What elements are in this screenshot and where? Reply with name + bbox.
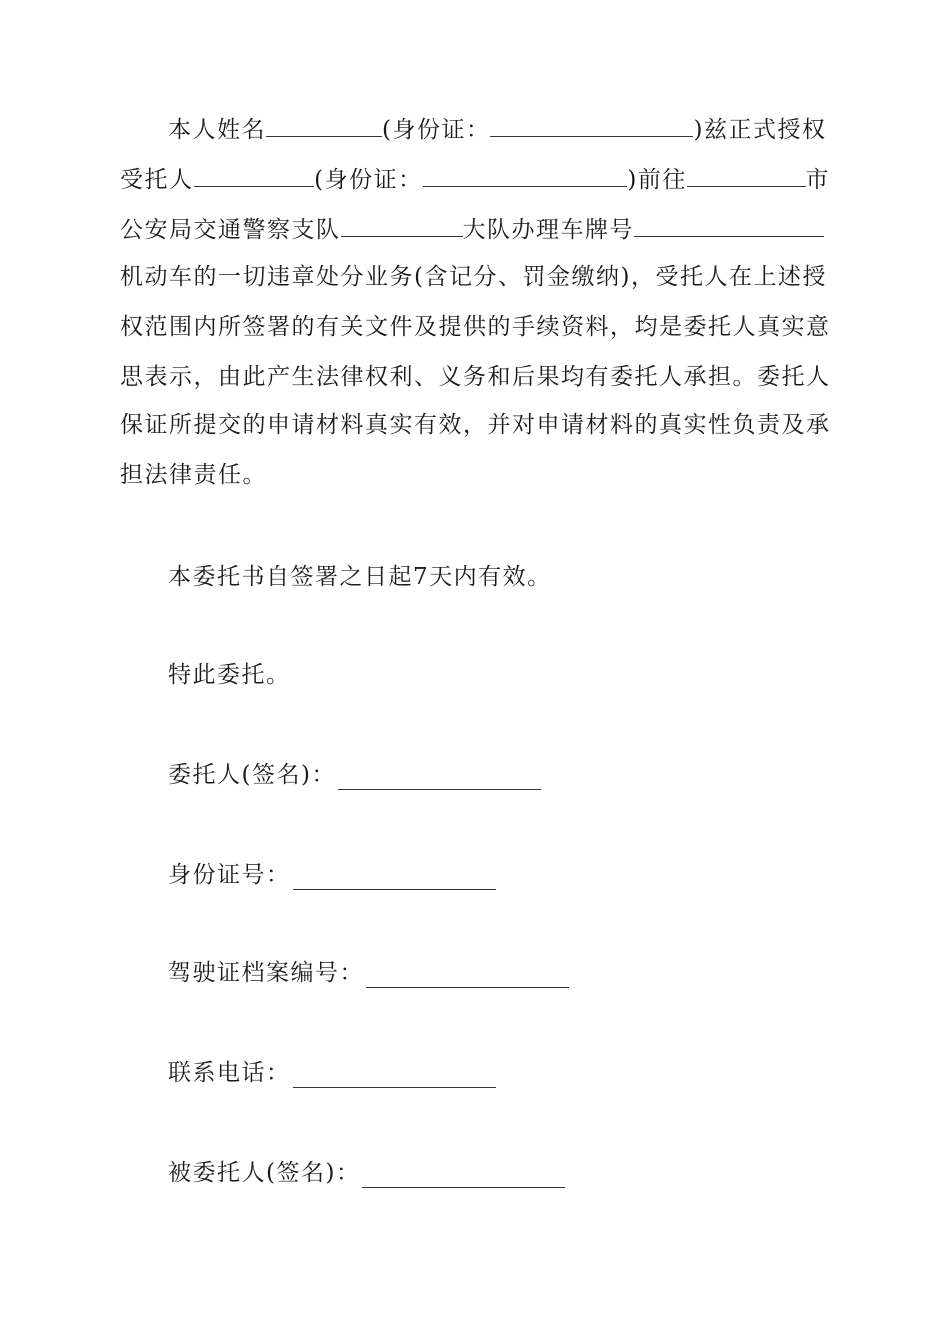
brigade-blank[interactable] [341,212,463,237]
license-file-row [168,958,569,988]
text-plate-number: 大队办理车牌号 [462,217,634,243]
text-agent-id-label: (身份证： [314,167,423,193]
phone-row [168,1058,496,1088]
principal-sign-row [168,760,541,790]
id-number-row [168,860,496,890]
paragraph-line-8: 担法律责任。 [120,462,267,488]
text-go-to: )前往 [627,167,687,193]
id-number-label: 身份证号： [168,862,291,888]
paragraph-line-6: 思表示，由此产生法律权利、义务和后果均有委托人承担。委托人 [120,364,831,390]
paragraph-line-1 [168,112,830,142]
validity-statement: 本委托书自签署之日起7天内有效。 [168,564,552,590]
text-id-label: (身份证： [382,117,491,143]
license-file-label: 驾驶证档案编号： [168,960,364,986]
agent-sign-label: 被委托人(签名)： [168,1160,361,1186]
text-agent-label: 受托人 [120,167,194,193]
agent-name-blank[interactable] [194,162,315,187]
city-blank[interactable] [687,162,806,187]
paragraph-line-5: 权范围内所签署的有关文件及提供的手续资料，均是委托人真实意 [120,314,831,340]
agent-id-blank[interactable] [423,162,628,187]
text-city: 市 [805,167,830,193]
principal-sign-label: 委托人(签名)： [168,762,336,788]
paragraph-line-4: 机动车的一切违章处分业务(含记分、罚金缴纳)，受托人在上述授 [120,264,827,290]
paragraph-line-3 [120,212,830,242]
text-police-detachment: 公安局交通警察支队 [120,217,341,243]
agent-sign-row [168,1158,565,1188]
text-principal-name-label: 本人姓名 [168,117,266,143]
paragraph-line-7: 保证所提交的申请材料真实有效，并对申请材料的真实性负责及承 [120,412,831,438]
paragraph-line-2 [120,162,830,192]
license-file-blank[interactable] [366,965,569,988]
principal-sign-blank[interactable] [338,767,541,790]
plate-number-blank[interactable] [634,212,824,237]
text-authorize: )兹正式授权 [693,117,827,143]
principal-name-blank[interactable] [266,112,382,137]
id-number-blank[interactable] [293,867,496,890]
phone-blank[interactable] [293,1065,496,1088]
principal-id-blank[interactable] [490,112,693,137]
phone-label: 联系电话： [168,1060,291,1086]
agent-sign-blank[interactable] [362,1165,565,1188]
closing-statement: 特此委托。 [168,662,291,688]
